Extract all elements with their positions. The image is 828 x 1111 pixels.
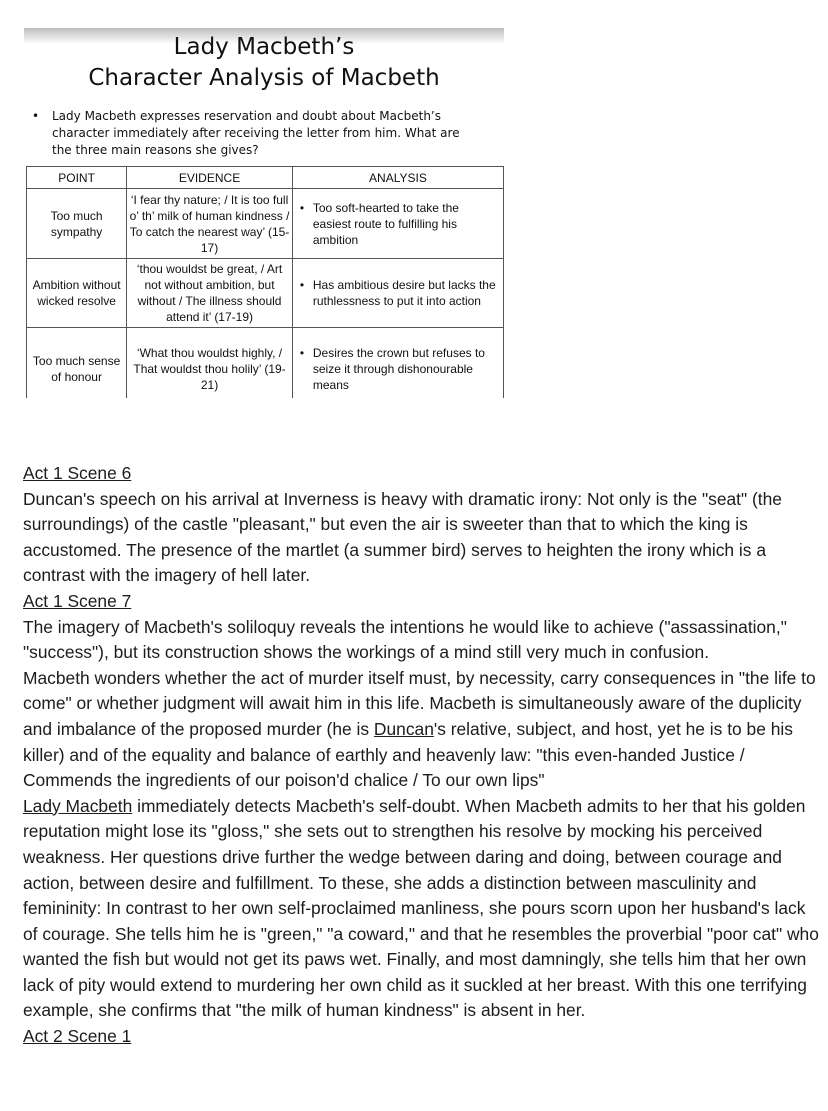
- scene6-paragraph: Duncan's speech on his arrival at Inverness is heavy with dramatic irony: Not only is the "seat" (the surroundings) of the castle "pleasant," but even the air is sweeter than that to which the king is accustomed. The presence of the martlet (a summer bird) serves to heighten the irony which is a contrast with the imagery of hell later.: [23, 488, 782, 586]
- bullet-icon: •: [299, 200, 305, 215]
- analysis-table: [26, 166, 504, 398]
- bullet-icon: •: [299, 278, 305, 292]
- bullet-icon: •: [299, 346, 305, 360]
- point-cell: Too much sense of honour: [27, 328, 127, 399]
- scene-notes: [23, 461, 823, 1050]
- analysis-cell: [292, 259, 503, 328]
- evidence-cell: ‘I fear thy nature; / It is too full o’ th’ milk of human kindness / To catch the nearest way’ (15-17): [127, 189, 293, 259]
- table-row: [27, 328, 504, 399]
- lady-macbeth-link[interactable]: Lady Macbeth: [23, 795, 133, 816]
- paragraph-text: Macbeth wonders whether the act of murder itself must, by necessity, carry consequences in "the life to come" or whether judgment will await him in this life. Macbeth is simultaneously aware of the duplicity and imbalance of the proposed murder (he is: [23, 667, 816, 739]
- paragraph-text: immediately detects Macbeth's self-doubt. When Macbeth admits to her that his golden reputation might lose its "gloss," she sets out to strengthen his resolve by mocking his perceived weakness. Her questions drive further the wedge between daring and doing, between courage and action, between desire and fulfillment. To these, she adds a distinction between masculinity and femininity: In contrast to her own self-proclaimed manliness, she pours scorn upon her husband's lack of courage. She tells him he is "green," "a coward," and that he resembles the proverbial "poor cat" who wanted the fish but would not get its paws wet. Finally, and most damningly, she tells him that her own lack of pity would extend to murdering her own child as it suckled at her breast. With this one terrifying example, she confirms that "the milk of human kindness" is absent in her.: [23, 795, 819, 1021]
- slide-title: [24, 32, 504, 94]
- point-cell: Too much sympathy: [27, 189, 127, 259]
- slide-title-line-2: Character Analysis of Macbeth: [88, 65, 440, 91]
- evidence-cell: ‘thou wouldst be great, / Art not without ambition, but without / The illness should attend it’ (17-19): [127, 259, 293, 328]
- analysis-text: Desires the crown but refuses to seize it through dishonourable means: [312, 346, 485, 392]
- header-evidence: EVIDENCE: [127, 167, 293, 189]
- duncan-link[interactable]: Duncan: [373, 718, 434, 739]
- paragraph-text: 's relative, subject, and host, yet he is to be his killer) and of the equality and balance of earthly and heavenly law: "this even-handed Justice / Commends the ingredients of our poison'd chalice / To our own lips": [23, 718, 793, 791]
- analysis-text: Has ambitious desire but lacks the ruthlessness to put it into action: [312, 278, 496, 308]
- slide-title-line-1: Lady Macbeth’s: [173, 34, 355, 60]
- scene7-paragraph-3: [23, 794, 823, 1024]
- analysis-text: Too soft-hearted to take the easiest route to fulfilling his ambition: [312, 200, 459, 247]
- analysis-cell: [292, 189, 503, 259]
- header-analysis: ANALYSIS: [292, 167, 503, 189]
- header-point: POINT: [27, 167, 127, 189]
- scene7-paragraph-1: The imagery of Macbeth's soliloquy reveals the intentions he would like to achieve ("assassination," "success"), but its construction shows the workings of a mind still very much in confusion.: [23, 616, 787, 663]
- scene7-paragraph-2: [23, 666, 823, 794]
- scene-heading-act1-scene7: Act 1 Scene 7: [23, 590, 132, 611]
- scene-heading-act2-scene1: Act 2 Scene 1: [23, 1026, 132, 1047]
- scene-heading-act1-scene6: Act 1 Scene 6: [23, 463, 132, 483]
- table-row: [27, 189, 504, 259]
- bullet-icon: •: [32, 109, 40, 123]
- lesson-slide-image: [24, 28, 504, 398]
- evidence-cell: ‘What thou wouldst highly, / That wouldst thou holily’ (19-21): [127, 328, 293, 399]
- table-row: [27, 259, 504, 328]
- table-header-row: [27, 167, 504, 189]
- slide-question-text: Lady Macbeth expresses reservation and doubt about Macbeth’s character immediately after receiving the letter from him. What are the three main reasons she gives?: [52, 109, 460, 157]
- point-cell: Ambition without wicked resolve: [27, 259, 127, 328]
- analysis-cell: [292, 328, 503, 399]
